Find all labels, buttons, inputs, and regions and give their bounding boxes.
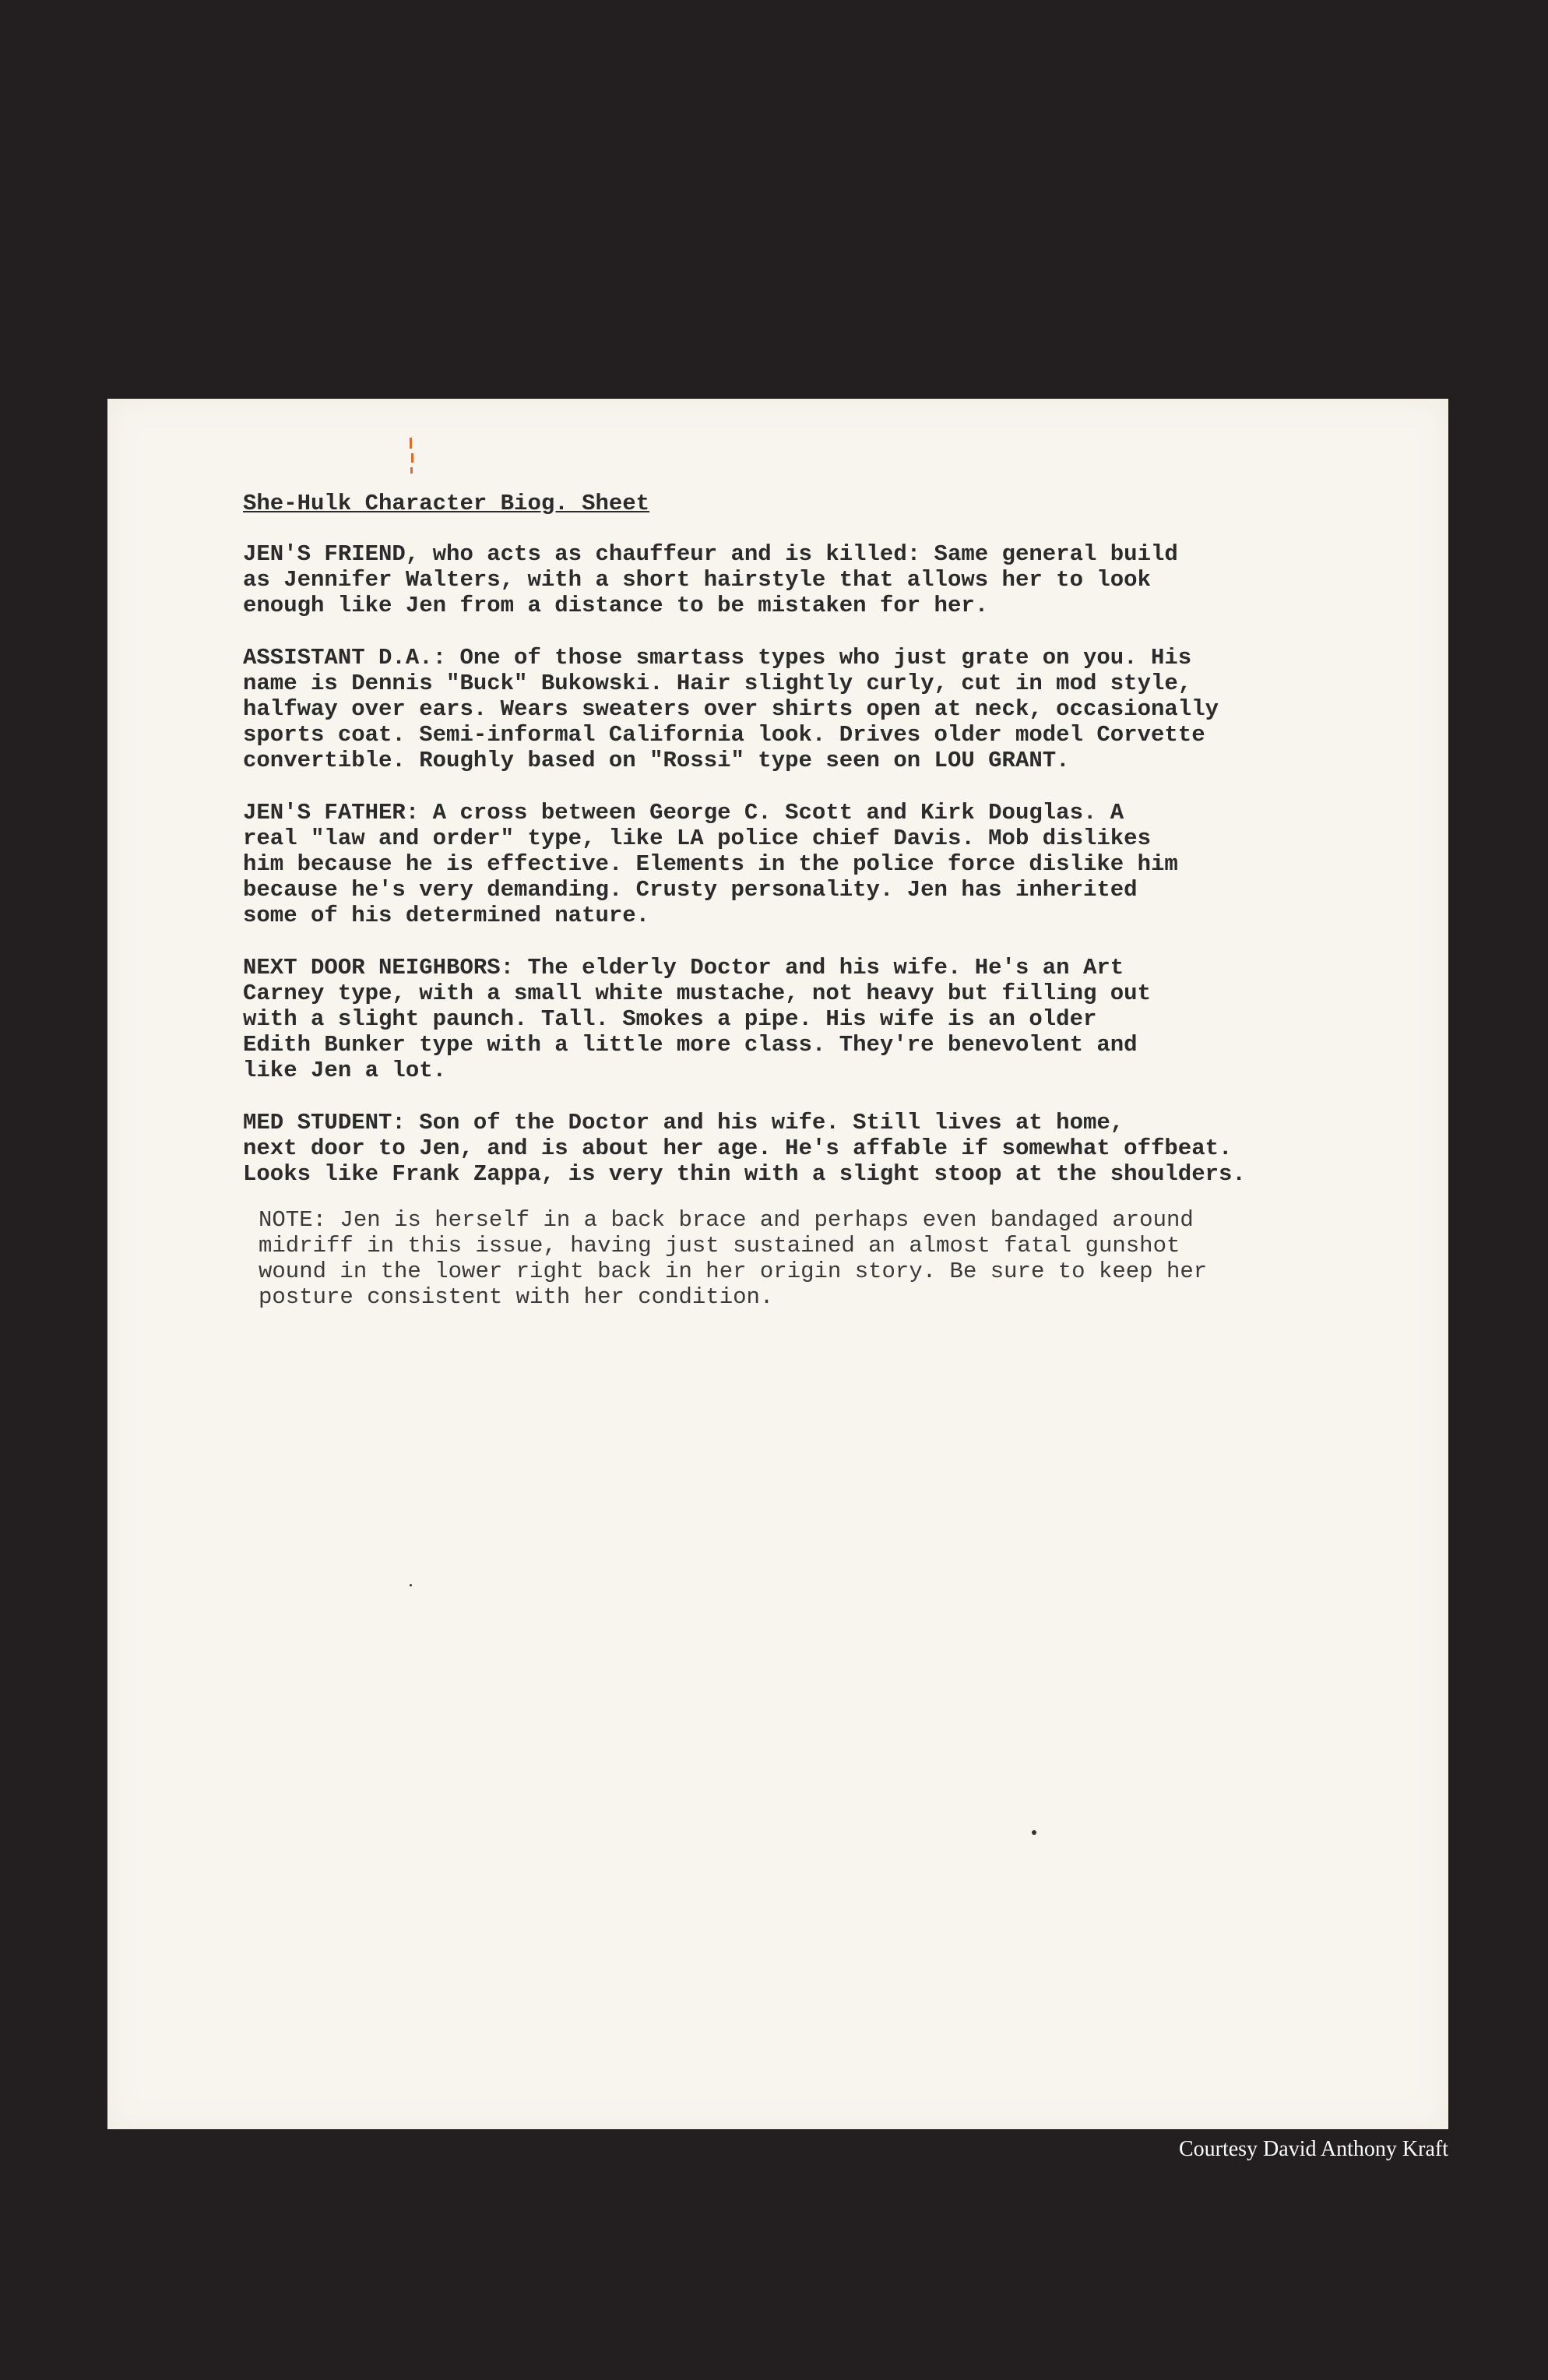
text-line: like Jen a lot. — [243, 1058, 447, 1083]
section-jens-friend — [243, 541, 1395, 618]
document-title: She-Hulk Character Biog. Sheet — [243, 491, 650, 516]
note-line: NOTE: Jen is herself in a back brace and perhaps even bandaged around — [259, 1207, 1194, 1233]
text-line: enough like Jen from a distance to be mistaken for her. — [243, 593, 989, 618]
text-line: JEN'S FRIEND, who acts as chauffeur and is killed: Same general build — [243, 541, 1178, 567]
note-section — [259, 1207, 1395, 1310]
text-line: name is Dennis "Buck" Bukowski. Hair slightly curly, cut in mod style, — [243, 671, 1192, 696]
paper-speck — [1032, 1830, 1036, 1835]
orange-mark — [410, 467, 413, 474]
text-line: some of his determined nature. — [243, 903, 650, 928]
section-jens-father — [243, 800, 1395, 928]
orange-mark — [411, 453, 413, 463]
typed-sheet — [107, 399, 1448, 2129]
text-line: halfway over ears. Wears sweaters over shirts open at neck, occasionally — [243, 696, 1219, 722]
text-line: real "law and order" type, like LA police chief Davis. Mob dislikes — [243, 826, 1151, 851]
text-line: with a slight paunch. Tall. Smokes a pipe. His wife is an older — [243, 1006, 1097, 1032]
text-line: Carney type, with a small white mustache, not heavy but filling out — [243, 981, 1151, 1006]
note-line: posture consistent with her condition. — [259, 1284, 774, 1310]
text-line: MED STUDENT: Son of the Doctor and his wife. Still lives at home, — [243, 1110, 1124, 1135]
paper-speck — [410, 1584, 412, 1586]
text-line: next door to Jen, and is about her age. He's affable if somewhat offbeat. — [243, 1135, 1233, 1161]
text-line: convertible. Roughly based on "Rossi" type seen on LOU GRANT. — [243, 748, 1070, 773]
text-line: Edith Bunker type with a little more class. They're benevolent and — [243, 1032, 1138, 1058]
orange-mark — [410, 438, 412, 449]
section-next-door-neighbors — [243, 955, 1395, 1083]
text-line: sports coat. Semi-informal California look. Drives older model Corvette — [243, 722, 1205, 748]
note-line: midriff in this issue, having just sustained an almost fatal gunshot — [259, 1233, 1180, 1259]
courtesy-caption: Courtesy David Anthony Kraft — [1178, 2137, 1448, 2161]
section-med-student — [243, 1110, 1395, 1187]
section-assistant-da — [243, 645, 1395, 773]
text-line: as Jennifer Walters, with a short hairstyle that allows her to look — [243, 567, 1151, 593]
text-line: JEN'S FATHER: A cross between George C. Scott and Kirk Douglas. A — [243, 800, 1124, 826]
text-line: because he's very demanding. Crusty personality. Jen has inherited — [243, 877, 1138, 903]
text-line: Looks like Frank Zappa, is very thin with a slight stoop at the shoulders. — [243, 1161, 1246, 1187]
note-line: wound in the lower right back in her origin story. Be sure to keep her — [259, 1259, 1208, 1284]
text-line: ASSISTANT D.A.: One of those smartass types who just grate on you. His — [243, 645, 1192, 671]
text-line: him because he is effective. Elements in the police force dislike him — [243, 851, 1178, 877]
document-body — [243, 491, 1395, 1310]
text-line: NEXT DOOR NEIGHBORS: The elderly Doctor and his wife. He's an Art — [243, 955, 1124, 981]
